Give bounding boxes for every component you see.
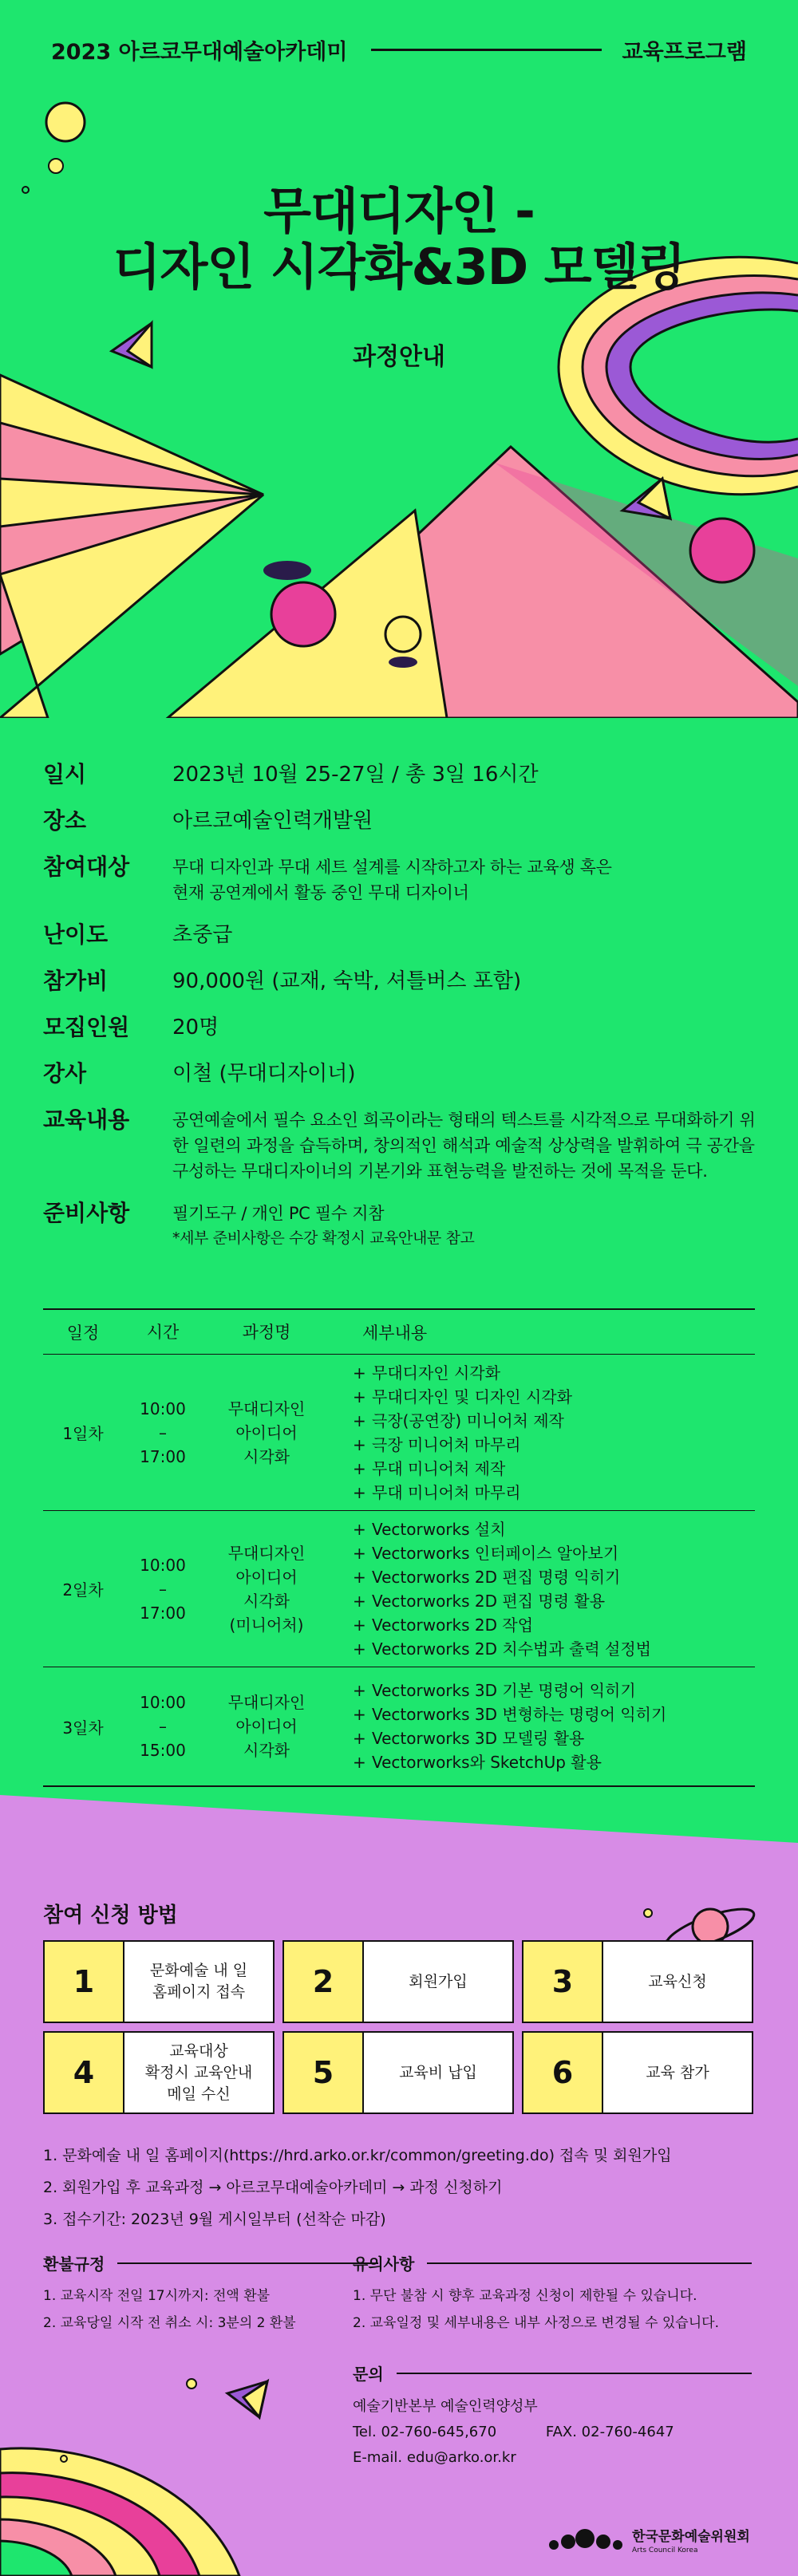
- plus-icon: +: [353, 1615, 366, 1635]
- detail-text: 무대디자인 및 디자인 시각화: [372, 1387, 572, 1406]
- detail-text: Vectorworks와 SketchUp 활용: [372, 1753, 602, 1772]
- detail-text: Vectorworks 2D 작업: [372, 1615, 534, 1635]
- info-row-target: [43, 850, 761, 905]
- caution-notice: [353, 2251, 752, 2337]
- logo-name-ko: 한국문화예술위원회: [632, 2529, 750, 2545]
- plus-icon: +: [353, 1387, 366, 1406]
- detail-item: [353, 1481, 755, 1505]
- details-cell: [330, 1361, 755, 1505]
- info-row-instructor: [43, 1057, 761, 1091]
- info-label: 참여대상: [43, 854, 130, 880]
- time-cell: [123, 1690, 203, 1762]
- detail-item: [353, 1613, 755, 1637]
- time-cell: [123, 1397, 203, 1469]
- detail-item: [353, 1637, 755, 1661]
- info-row-place: [43, 804, 761, 838]
- course-name-cell: 무대디자인 아이디어 시각화: [227, 1693, 306, 1760]
- detail-text: Vectorworks 인터페이스 알아보기: [372, 1543, 619, 1563]
- plus-icon: +: [353, 1410, 366, 1430]
- plus-icon: +: [353, 1705, 366, 1724]
- divider-line: [371, 49, 601, 51]
- column-header: 일정: [66, 1323, 100, 1343]
- contact-tel: Tel. 02-760-645,670: [353, 2424, 497, 2440]
- green-band: [0, 1787, 798, 1843]
- plus-icon: +: [353, 1567, 366, 1587]
- table-row: [43, 1511, 755, 1667]
- plus-icon: +: [353, 1363, 366, 1383]
- info-value-block: [172, 1197, 761, 1250]
- time-start: 10:00: [140, 1398, 186, 1418]
- deco-dot: [49, 159, 63, 173]
- detail-item: [353, 1702, 755, 1726]
- detail-item: [353, 1679, 755, 1702]
- column-header: 과정명: [242, 1322, 291, 1342]
- plus-icon: +: [353, 1753, 366, 1772]
- detail-text: 극장(공연장) 미니어처 제작: [372, 1410, 564, 1430]
- heading-rule: [117, 2262, 378, 2264]
- rainbow-arcs: [0, 2448, 239, 2576]
- page-title-line1: 무대디자인 -: [263, 182, 535, 240]
- step-text: 문화예술 내 일 홈페이지 접속: [149, 1962, 248, 2001]
- day-cell: 2일차: [62, 1580, 104, 1600]
- contact-fax: FAX. 02-760-4647: [545, 2424, 674, 2440]
- arko-dots-logo-icon: [547, 2526, 624, 2554]
- info-label: 교육내용: [43, 1107, 130, 1133]
- time-cell: [123, 1553, 203, 1625]
- deco-circle: [46, 103, 85, 141]
- table-header: [43, 1310, 755, 1355]
- apply-step: [522, 2031, 753, 2114]
- time-end: 15:00: [140, 1741, 186, 1760]
- info-value: 필기도구 / 개인 PC 필수 지참: [172, 1204, 385, 1223]
- day-cell: 1일차: [62, 1424, 104, 1443]
- plus-icon: +: [353, 1639, 366, 1659]
- page-subtitle: 과정안내: [353, 343, 445, 371]
- detail-text: 극장 미니어처 마무리: [372, 1434, 521, 1454]
- detail-text: Vectorworks 3D 기본 명령어 익히기: [372, 1681, 636, 1700]
- apply-step: [282, 1940, 514, 2023]
- refund-line: 2. 교육당일 시작 전 취소 시: 3분의 2 환불: [43, 2315, 296, 2331]
- step-number: 6: [523, 2033, 603, 2112]
- info-label: 일시: [43, 761, 87, 787]
- step-text: 교육비 납입: [399, 2063, 477, 2081]
- apply-steps: [43, 1940, 753, 2114]
- detail-text: 무대 미니어처 마무리: [372, 1482, 521, 1502]
- time-start: 10:00: [140, 1555, 186, 1575]
- apply-step: [522, 1940, 753, 2023]
- apply-note: 3. 접수기간: 2023년 9월 게시일부터 (선착순 마감): [43, 2211, 386, 2228]
- detail-item: [353, 1726, 755, 1750]
- detail-text: Vectorworks 설치: [372, 1519, 506, 1539]
- day-cell: 3일차: [62, 1718, 104, 1738]
- info-row-date: [43, 758, 761, 791]
- info-value: 이철 (무대디자이너): [172, 1062, 356, 1086]
- apply-note: 1. 문화예술 내 일 홈페이지(https://hrd.arko.or.kr/common/greeting.do) 접속 및 회원가입: [43, 2147, 672, 2164]
- step-number: 3: [523, 1942, 603, 2022]
- category-label: 교육프로그램: [622, 39, 747, 65]
- info-label: 참가비: [43, 968, 109, 994]
- sphere: [271, 582, 335, 646]
- heading-rule: [397, 2373, 752, 2374]
- info-row-preparation: [43, 1197, 761, 1250]
- step-text: 교육신청: [648, 1972, 707, 1990]
- plus-icon: +: [353, 1519, 366, 1539]
- left-fan: [0, 375, 263, 718]
- info-value: 아르코예술인력개발원: [172, 809, 373, 833]
- refund-policy: [43, 2251, 378, 2337]
- refund-title: 환불규정: [43, 2254, 105, 2274]
- detail-item: [353, 1589, 755, 1613]
- sphere-shadow: [263, 561, 311, 580]
- sphere-shadow: [389, 657, 417, 668]
- apply-step: [43, 1940, 275, 2023]
- contact-email[interactable]: E-mail. edu@arko.or.kr: [353, 2449, 516, 2466]
- info-row-content: [43, 1103, 761, 1184]
- org-program-label: 2023 아르코무대예술아카데미: [51, 39, 348, 65]
- caution-line: 2. 교육일정 및 세부내용은 내부 사정으로 변경될 수 있습니다.: [353, 2315, 719, 2331]
- plus-icon: +: [353, 1458, 366, 1478]
- heading-rule: [427, 2262, 752, 2264]
- info-value: 2023년 10월 25-27일 / 총 3일 16시간: [172, 763, 539, 787]
- step-number: 5: [284, 2033, 364, 2112]
- detail-item: [353, 1457, 755, 1481]
- column-header: 시간: [146, 1322, 180, 1342]
- contact-title: 문의: [353, 2365, 384, 2384]
- caution-title: 유의사항: [353, 2254, 415, 2274]
- policy-heading: [353, 2361, 752, 2385]
- detail-item: [353, 1409, 755, 1433]
- apply-note: 2. 회원가입 후 교육과정 → 아르코무대예술아카데미 → 과정 신청하기: [43, 2179, 503, 2196]
- detail-text: Vectorworks 2D 편집 명령 활용: [372, 1591, 606, 1611]
- course-info: [43, 758, 761, 1263]
- time-end: 17:00: [140, 1446, 186, 1466]
- step-text: 회원가입: [409, 1972, 468, 1990]
- detail-item: [353, 1433, 755, 1457]
- details-cell: [330, 1517, 755, 1661]
- table-row: [43, 1667, 755, 1785]
- info-value: 90,000원 (교재, 숙박, 셔틀버스 포함): [172, 969, 522, 993]
- details-cell: [330, 1679, 755, 1774]
- apply-title: 참여 신청 방법: [43, 1903, 178, 1927]
- time-dash: –: [159, 1422, 167, 1442]
- info-label: 난이도: [43, 921, 109, 948]
- logo-name-en: Arts Council Korea: [632, 2546, 698, 2554]
- detail-item: [353, 1541, 755, 1565]
- schedule-table: [43, 1308, 755, 1787]
- pyramid: [622, 479, 670, 519]
- info-note: *세부 준비사항은 수강 확정시 교육안내문 참고: [172, 1229, 475, 1247]
- info-value: 무대 디자인과 무대 세트 설계를 시작하고자 하는 교육생 혹은 현재 공연계에서 활동 중인 무대 디자이너: [172, 858, 612, 902]
- info-label: 모집인원: [43, 1014, 130, 1040]
- step-text: 교육대상 확정시 교육안내 메일 수신: [144, 2041, 253, 2103]
- application-section: [0, 1787, 798, 2576]
- hero-section: [0, 0, 798, 718]
- detail-text: Vectorworks 2D 치수법과 출력 설정법: [372, 1639, 651, 1659]
- logo-text: [632, 2525, 750, 2554]
- detail-item: [353, 1517, 755, 1541]
- apply-step: [43, 2031, 275, 2114]
- planet: [690, 519, 754, 582]
- plus-icon: +: [353, 1434, 366, 1454]
- step-text: 교육 참가: [646, 2063, 709, 2081]
- info-value: 초중급: [172, 923, 233, 947]
- detail-text: Vectorworks 2D 편집 명령 익히기: [372, 1567, 621, 1587]
- contact-dept: 예술기반본부 예술인력양성부: [353, 2398, 538, 2415]
- plus-icon: +: [353, 1681, 366, 1700]
- info-label: 장소: [43, 807, 87, 834]
- detail-text: Vectorworks 3D 모델링 활용: [372, 1729, 585, 1748]
- page-title-line2: 디자인 시각화&3D 모델링: [113, 238, 685, 296]
- info-value: 공연예술에서 필수 요소인 희곡이라는 형태의 텍스트를 시각적으로 무대화하기 위한 일련의 과정을 습득하며, 창의적인 해석과 예술적 상상력을 발휘하여 극 공간을 구성하는 무대디자이너의 기본기와 표현능력을 발전하는 것에 목적을 둔다.: [172, 1110, 756, 1181]
- arko-logo: [547, 2525, 750, 2554]
- policy-heading: [43, 2251, 378, 2274]
- plus-icon: +: [353, 1729, 366, 1748]
- info-value: 20명: [172, 1016, 219, 1039]
- info-label: 강사: [43, 1060, 87, 1087]
- course-name-cell: 무대디자인 아이디어 시각화: [227, 1398, 306, 1466]
- contact-phone-row: [353, 2420, 752, 2445]
- caution-line: 1. 무단 불참 시 향후 교육과정 신청이 제한될 수 있습니다.: [353, 2288, 697, 2304]
- time-start: 10:00: [140, 1693, 186, 1712]
- detail-text: 무대디자인 시각화: [372, 1363, 500, 1383]
- table-row: [43, 1355, 755, 1511]
- detail-item: [353, 1361, 755, 1385]
- step-number: 1: [45, 1942, 124, 2022]
- time-dash: –: [159, 1717, 167, 1736]
- pyramid: [227, 2381, 267, 2417]
- apply-step: [282, 2031, 514, 2114]
- info-row-level: [43, 918, 761, 952]
- detail-item: [353, 1385, 755, 1409]
- detail-item: [353, 1750, 755, 1774]
- policy-heading: [353, 2251, 752, 2274]
- plus-icon: +: [353, 1543, 366, 1563]
- apply-notes: [43, 2140, 672, 2235]
- info-row-capacity: [43, 1011, 761, 1044]
- top-bar: [51, 34, 747, 65]
- time-end: 17:00: [140, 1603, 186, 1623]
- refund-line: 1. 교육시작 전일 17시까지: 전액 환불: [43, 2288, 271, 2304]
- step-number: 4: [45, 2033, 124, 2112]
- column-header: 세부내용: [362, 1323, 428, 1343]
- deco-dot: [644, 1909, 652, 1917]
- detail-text: 무대 미니어처 제작: [372, 1458, 506, 1478]
- time-dash: –: [159, 1579, 167, 1599]
- plus-icon: +: [353, 1482, 366, 1502]
- detail-item: [353, 1565, 755, 1589]
- course-name-cell: 무대디자인 아이디어 시각화 (미니어처): [227, 1543, 306, 1635]
- deco-dot: [187, 2379, 196, 2389]
- detail-text: Vectorworks 3D 변형하는 명령어 익히기: [372, 1705, 667, 1724]
- plus-icon: +: [353, 1591, 366, 1611]
- info-label: 준비사항: [43, 1200, 130, 1226]
- info-row-fee: [43, 965, 761, 998]
- contact-info: [353, 2361, 752, 2471]
- step-number: 2: [284, 1942, 364, 2022]
- sphere: [385, 617, 421, 652]
